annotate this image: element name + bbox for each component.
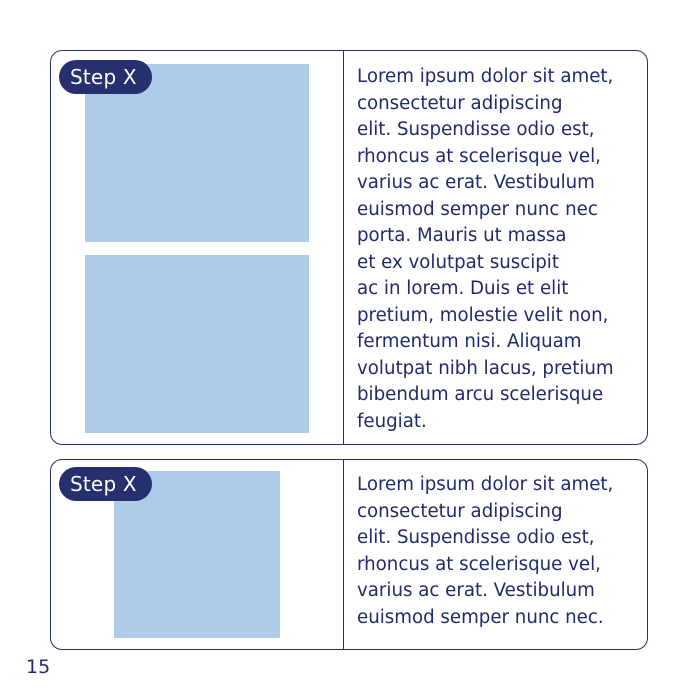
text-line: pretium, molestie velit non,	[357, 304, 609, 326]
text-line: Lorem ipsum dolor sit amet,	[357, 66, 614, 87]
text-line: porta. Mauris ut massa	[357, 225, 567, 246]
text-line: elit. Suspendisse odio est,	[357, 527, 595, 548]
text-line: feugiat.	[357, 410, 427, 432]
text-line: consectetur adipiscing	[357, 500, 563, 522]
text-line: varius ac erat. Vestibulum	[357, 580, 595, 601]
page-number: 15	[26, 656, 51, 678]
text-line: euismod semper nunc nec.	[357, 606, 604, 628]
text-line: rhoncus at scelerisque vel,	[357, 553, 601, 575]
column-divider	[343, 460, 344, 649]
text-line: et ex volutpat suscipit	[357, 251, 559, 273]
text-line: euismod semper nunc nec	[357, 198, 598, 220]
text-line: bibendum arcu scelerisque	[357, 384, 604, 405]
text-line: fermentum nisi. Aliquam	[357, 331, 582, 352]
image-placeholder-bottom	[85, 255, 309, 433]
text-line: elit. Suspendisse odio est,	[357, 119, 595, 140]
text-line: volutpat nibh lacus, pretium	[357, 357, 614, 379]
step-card-1	[50, 50, 648, 445]
step-description	[357, 64, 637, 435]
text-line: Lorem ipsum dolor sit amet,	[357, 474, 614, 495]
text-line: rhoncus at scelerisque vel,	[357, 145, 601, 167]
column-divider	[343, 51, 344, 444]
step-badge: Step X	[59, 60, 152, 94]
text-line: varius ac erat. Vestibulum	[357, 172, 595, 193]
text-line: consectetur adipiscing	[357, 92, 563, 114]
step-description	[357, 472, 637, 631]
step-badge: Step X	[59, 467, 152, 501]
step-card-2	[50, 459, 648, 650]
text-line: ac in lorem. Duis et elit	[357, 278, 569, 299]
